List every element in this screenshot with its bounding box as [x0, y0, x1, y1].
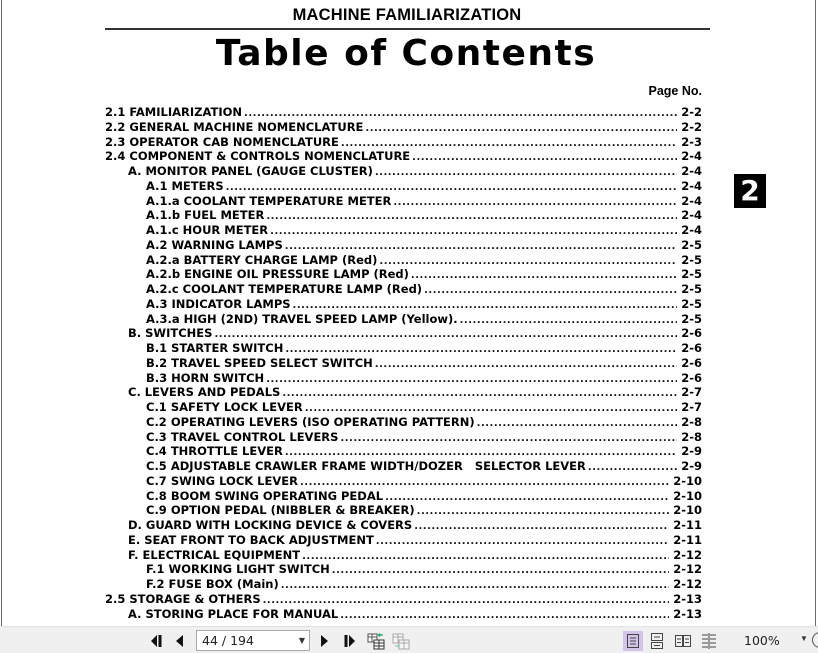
- toc-entry-page: 2-2: [681, 119, 702, 134]
- previous-view-icon: [367, 632, 385, 650]
- toc-entry-page: 2-13: [673, 606, 702, 621]
- next-view-button[interactable]: [391, 630, 411, 652]
- next-page-button[interactable]: [316, 630, 332, 652]
- toc-entry[interactable]: [146, 489, 702, 504]
- toc-entry-page: 2-10: [673, 503, 702, 518]
- previous-page-icon: [175, 634, 185, 648]
- toc-entry-label: B.1 STARTER SWITCH: [146, 341, 284, 355]
- toc-entry[interactable]: [146, 356, 702, 371]
- toc-entry-page: 2-13: [673, 591, 702, 606]
- toc-entry-page: 2-3: [681, 134, 702, 149]
- toc-leader-dots: [285, 344, 677, 355]
- toc-entry-page: 2-5: [681, 267, 702, 282]
- page-dropdown-caret-icon[interactable]: ▼: [298, 636, 305, 645]
- toc-entry-label: B. SWITCHES: [128, 326, 213, 341]
- toc-entry-page: 2-5: [681, 282, 702, 296]
- toc-entry-page: 2-4: [681, 178, 702, 193]
- toc-entry-label: 2.2 GENERAL MACHINE NOMENCLATURE: [105, 119, 364, 134]
- toc-entry-label: C.2 OPERATING LEVERS (ISO OPERATING PATTERN): [146, 414, 475, 429]
- toc-entry[interactable]: [146, 562, 702, 577]
- chapter-tab: 2: [734, 174, 766, 208]
- page-title: Table of Contents: [215, 33, 597, 74]
- toc-leader-dots: [588, 462, 677, 473]
- toc-entry-label: 2.4 COMPONENT & CONTROLS NOMENCLATURE: [105, 149, 411, 164]
- toc-entry-page: 2-5: [681, 311, 702, 326]
- toc-entry-page: 2-9: [681, 459, 702, 473]
- toc-entry-page: 2-6: [681, 370, 702, 385]
- toc-leader-dots: [293, 300, 678, 311]
- page-number-field[interactable]: [196, 630, 310, 651]
- toc-leader-dots: [281, 580, 669, 591]
- toc-entry[interactable]: [128, 607, 702, 622]
- zoom-level[interactable]: 100%: [744, 633, 780, 648]
- toc-leader-dots: [385, 492, 669, 503]
- toc-entry[interactable]: [105, 135, 702, 150]
- toc-leader-dots: [305, 403, 677, 414]
- previous-view-button[interactable]: [366, 630, 386, 652]
- last-page-icon: [342, 634, 356, 648]
- toc-leader-dots: [332, 565, 669, 576]
- toc-entry-page: 2-11: [673, 532, 702, 547]
- toc-entry-label: A.3 INDICATOR LAMPS: [146, 296, 291, 311]
- toc-entry-label: F.2 FUSE BOX (Main): [146, 577, 279, 591]
- toc-leader-dots: [226, 182, 678, 193]
- toc-entry[interactable]: [146, 415, 702, 430]
- page-no-column-header: Page No.: [648, 84, 702, 98]
- continuous-facing-view-button[interactable]: [699, 631, 719, 651]
- toc-entry-label: C. LEVERS AND PEDALS: [128, 385, 281, 400]
- toc-leader-dots: [460, 315, 678, 326]
- toc-leader-dots: [285, 241, 677, 252]
- toc-leader-dots: [417, 506, 670, 517]
- toc-entry-label: B.2 TRAVEL SPEED SELECT SWITCH: [146, 355, 373, 370]
- next-page-icon: [319, 634, 329, 648]
- toc-entry-page: 2-4: [681, 149, 702, 164]
- toc-entry-label: A.2.b ENGINE OIL PRESSURE LAMP (Red): [146, 267, 409, 282]
- toc-leader-dots: [341, 138, 677, 149]
- next-view-icon: [392, 632, 410, 650]
- facing-view-button[interactable]: [673, 631, 693, 651]
- previous-page-button[interactable]: [172, 630, 188, 652]
- toc-leader-dots: [340, 433, 677, 444]
- toc-entry-label: C.8 BOOM SWING OPERATING PEDAL: [146, 488, 384, 503]
- toc-entry-label: A. STORING PLACE FOR MANUAL: [128, 606, 339, 621]
- toc-entry-label: A.1.a COOLANT TEMPERATURE METER: [146, 193, 392, 208]
- toc-entry-label: C.9 OPTION PEDAL (NIBBLER & BREAKER): [146, 503, 415, 518]
- toc-entry-page: 2-5: [681, 237, 702, 252]
- toc-leader-dots: [300, 477, 669, 488]
- toc-entry[interactable]: [128, 533, 702, 548]
- toc-entry-label: C.3 TRAVEL CONTROL LEVERS: [146, 429, 339, 444]
- toc-entry[interactable]: [146, 238, 702, 253]
- last-page-button[interactable]: [340, 630, 358, 652]
- toc-entry-label: 2.5 STORAGE & OTHERS: [105, 591, 261, 606]
- toc-entry[interactable]: [146, 400, 702, 415]
- toc-entry[interactable]: [146, 223, 702, 238]
- toc-entry-page: 2-5: [681, 252, 702, 267]
- running-head: MACHINE FAMILIARIZATION: [292, 6, 522, 24]
- toc-leader-dots: [477, 418, 678, 429]
- toc-leader-dots: [266, 211, 677, 222]
- toc-entry[interactable]: [146, 577, 702, 592]
- toc-entry[interactable]: [146, 312, 702, 327]
- toc-entry-label: B.3 HORN SWITCH: [146, 370, 265, 385]
- toc-leader-dots: [285, 447, 677, 458]
- toc-entry-label: A.1.c HOUR METER: [146, 223, 269, 237]
- toc-entry[interactable]: [146, 444, 702, 459]
- toc-entry-label: A.1 METERS: [146, 178, 224, 193]
- toc-leader-dots: [376, 536, 669, 547]
- toc-entry-page: 2-10: [673, 488, 702, 503]
- toc-entry[interactable]: [128, 164, 702, 179]
- toc-leader-dots: [393, 197, 677, 208]
- toc-entry-label: A.2.a BATTERY CHARGE LAMP (Red): [146, 252, 378, 267]
- toc-entry-page: 2-8: [681, 414, 702, 429]
- toc-entry-page: 2-7: [681, 400, 702, 414]
- toc-entry-label: 2.1 FAMILIARIZATION: [105, 105, 243, 119]
- toc-entry-page: 2-7: [681, 385, 702, 400]
- first-page-button[interactable]: [148, 630, 166, 652]
- toc-entry[interactable]: [128, 385, 702, 400]
- toc-leader-dots: [424, 285, 677, 296]
- toc-entry-page: 2-4: [681, 193, 702, 208]
- single-page-view-icon: [626, 633, 640, 649]
- toc-entry-page: 2-4: [681, 164, 702, 178]
- continuous-view-button[interactable]: [647, 631, 667, 651]
- zoom-out-icon[interactable]: [812, 632, 818, 648]
- toc-entry-page: 2-11: [673, 518, 702, 532]
- toc-entry-page: 2-6: [681, 341, 702, 355]
- single-page-view-button[interactable]: [623, 631, 643, 651]
- toc-entry-label: A.1.b FUEL METER: [146, 208, 265, 223]
- toc-entry[interactable]: [146, 371, 702, 386]
- page-number-value: 44 / 194: [202, 633, 254, 648]
- toc-entry-label: C.7 SWING LOCK LEVER: [146, 473, 298, 488]
- toc-leader-dots: [411, 270, 677, 281]
- navigation-toolbar: [0, 626, 818, 653]
- toc-leader-dots: [375, 359, 677, 370]
- toc-entry-page: 2-12: [673, 562, 702, 577]
- toc-entry[interactable]: [128, 326, 702, 341]
- toc-entry[interactable]: [128, 548, 702, 563]
- toc-entry-page: 2-5: [681, 296, 702, 311]
- continuous-facing-view-icon: [701, 633, 717, 649]
- toc-entry[interactable]: [105, 592, 702, 607]
- toc-entry-label: E. SEAT FRONT TO BACK ADJUSTMENT: [128, 532, 374, 547]
- toc-entry-label: A.2.c COOLANT TEMPERATURE LAMP (Red): [146, 282, 423, 296]
- toc-entry-page: 2-10: [673, 473, 702, 488]
- toc-entry-page: 2-6: [681, 355, 702, 370]
- toc-entry-label: D. GUARD WITH LOCKING DEVICE & COVERS: [128, 518, 413, 532]
- toc-entry[interactable]: [146, 267, 702, 282]
- toc-entry-label: C.1 SAFETY LOCK LEVER: [146, 400, 303, 414]
- toc-leader-dots: [414, 521, 669, 532]
- toc-entry-label: 2.3 OPERATOR CAB NOMENCLATURE: [105, 134, 339, 149]
- toc-entry-label: C.5 ADJUSTABLE CRAWLER FRAME WIDTH/DOZER SELECTOR LEVER: [146, 459, 586, 473]
- toc-leader-dots: [282, 388, 677, 399]
- toc-entry[interactable]: [146, 282, 702, 297]
- toc-entry-label: C.4 THROTTLE LEVER: [146, 444, 283, 459]
- toc-entry-page: 2-6: [681, 326, 702, 341]
- toc-entry[interactable]: [146, 208, 702, 223]
- toc-leader-dots: [302, 551, 669, 562]
- toc-entry[interactable]: [146, 253, 702, 268]
- toc-entry-label: A.3.a HIGH (2ND) TRAVEL SPEED LAMP (Yellow).: [146, 311, 458, 326]
- toc-entry[interactable]: [146, 341, 702, 356]
- toc-entry[interactable]: [105, 120, 702, 135]
- toc-entry[interactable]: [146, 297, 702, 312]
- toc-leader-dots: [270, 226, 677, 237]
- toc-entry[interactable]: [146, 194, 702, 209]
- toc-leader-dots: [263, 595, 670, 606]
- zoom-dropdown-caret-icon[interactable]: ▼: [800, 634, 808, 643]
- toc-entry-page: 2-12: [673, 547, 702, 562]
- toc-entry-label: A.2 WARNING LAMPS: [146, 237, 283, 252]
- toc-entry[interactable]: [146, 459, 702, 474]
- toc-leader-dots: [266, 374, 677, 385]
- toc-entry-page: 2-9: [681, 444, 702, 459]
- toc-entry-label: F.1 WORKING LIGHT SWITCH: [146, 562, 330, 577]
- toc-entry[interactable]: [128, 518, 702, 533]
- first-page-icon: [150, 634, 164, 648]
- toc-entry[interactable]: [146, 503, 702, 518]
- toc-entry[interactable]: [105, 149, 702, 164]
- toc-leader-dots: [365, 123, 677, 134]
- toc-leader-dots: [244, 108, 677, 119]
- toc-leader-dots: [340, 610, 669, 621]
- toc-entry[interactable]: [146, 474, 702, 489]
- toc-leader-dots: [379, 256, 677, 267]
- toc-entry-page: 2-12: [673, 577, 702, 591]
- page-left-edge: [1, 0, 2, 626]
- toc-entry-page: 2-8: [681, 429, 702, 444]
- toc-entry-label: A. MONITOR PANEL (GAUGE CLUSTER): [128, 164, 373, 178]
- toc-entry[interactable]: [146, 430, 702, 445]
- toc-entry-label: F. ELECTRICAL EQUIPMENT: [128, 547, 301, 562]
- header-rule: [105, 28, 710, 30]
- toc-leader-dots: [375, 167, 677, 178]
- toc-entry-page: 2-2: [681, 105, 702, 119]
- toc-entry-page: 2-4: [681, 208, 702, 223]
- toc-leader-dots: [214, 329, 677, 340]
- continuous-view-icon: [650, 633, 664, 649]
- page-right-edge: [815, 0, 816, 626]
- toc-leader-dots: [412, 152, 677, 163]
- facing-view-icon: [675, 634, 691, 648]
- toc-entry-page: 2-4: [681, 223, 702, 237]
- toc-entry[interactable]: [105, 105, 702, 120]
- toc-entry[interactable]: [146, 179, 702, 194]
